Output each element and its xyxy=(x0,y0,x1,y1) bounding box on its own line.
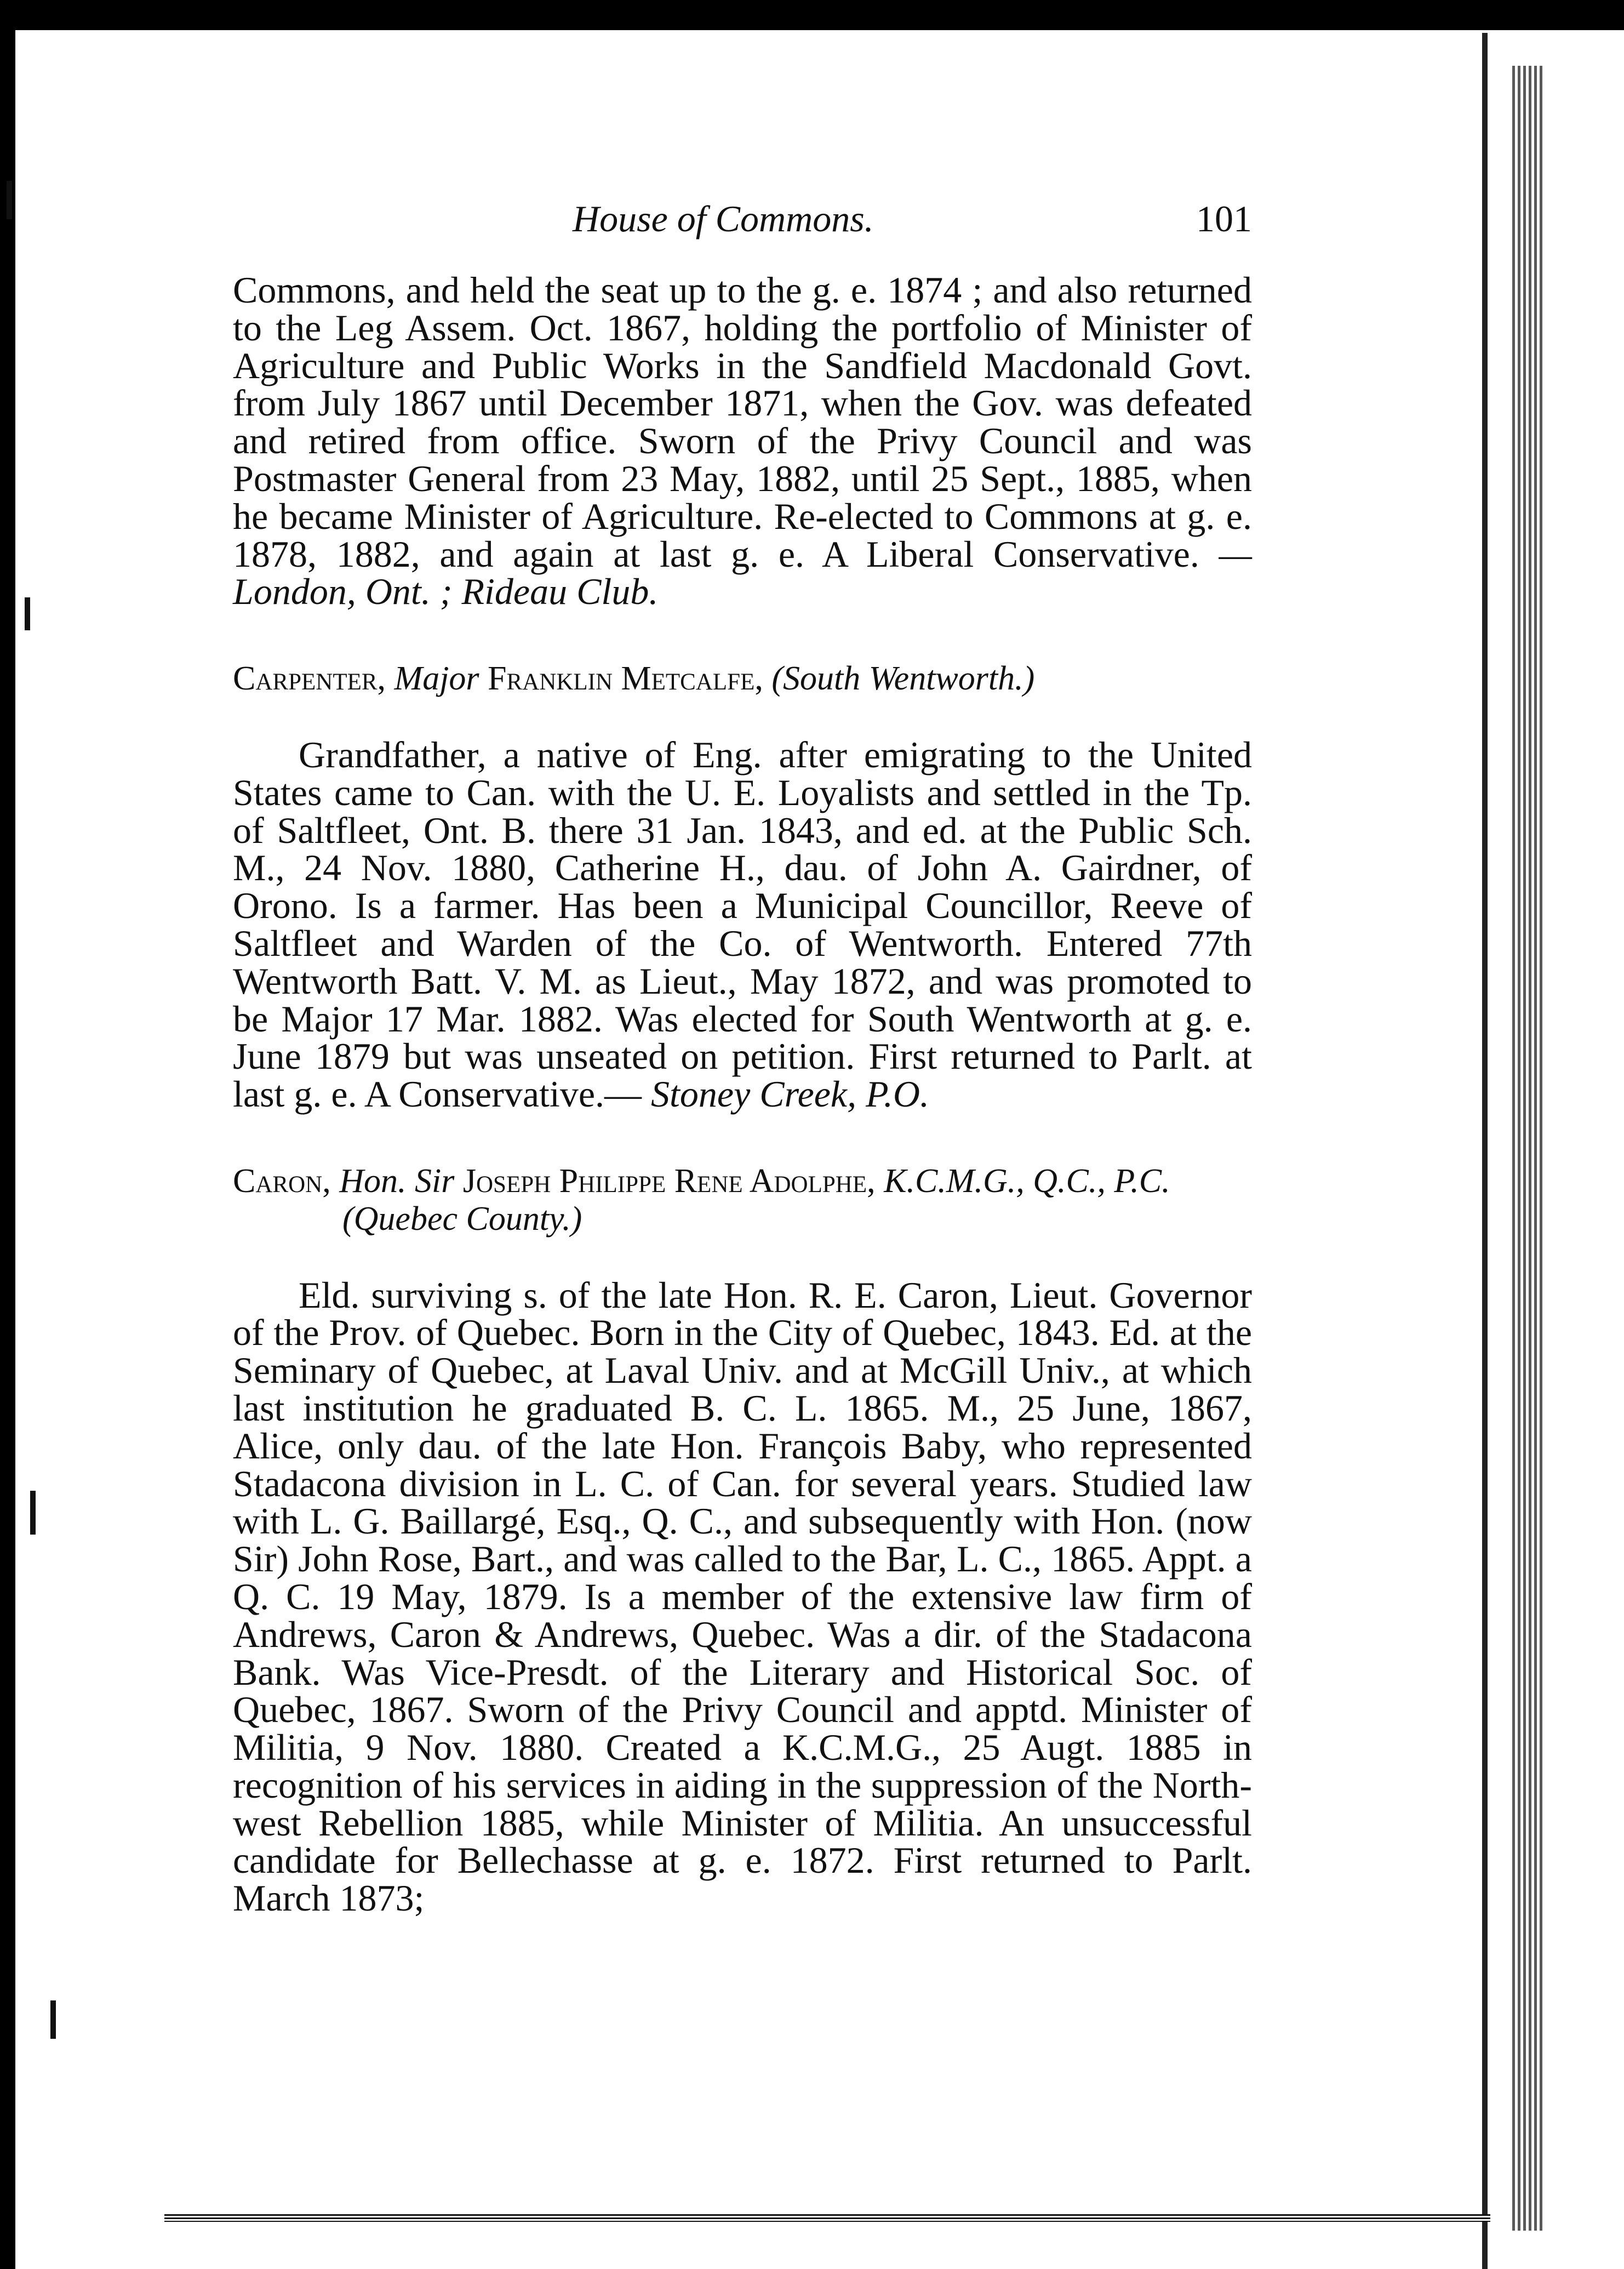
entry-surname: Caron, xyxy=(233,1162,331,1200)
scan-edge-top xyxy=(0,0,1624,30)
scan-page-edges xyxy=(1512,66,1542,2231)
scan-edge-bottom xyxy=(164,2214,1490,2222)
entry-constituency: (South Wentworth.) xyxy=(771,660,1035,698)
entry-given-names: Joseph Philippe Rene Adolphe, xyxy=(462,1162,876,1200)
running-head-title: House of Commons. xyxy=(573,198,874,240)
page-number: 101 xyxy=(1196,198,1252,240)
continuation-text: Commons, and held the seat up to the g. e. 1874 ; and also returned to the Leg Assem. Oct. 1867, holding the portfolio of Minister of Agriculture and Public Works in the Sandfield Macdonald Govt. from July 1867 until December 1871, when the Gov. was defeated and retired from office. Sworn of the Privy Council and was Postmaster General from 23 May, 1882, until 25 Sept., 1885, when he became Minister of Agriculture. Re-elected to Commons at g. e. 1878, 1882, and again at last g. e. A Liberal Conservative. xyxy=(233,269,1252,575)
continuation-address: —London, Ont. ; Rideau Club. xyxy=(233,533,1252,613)
entry-heading-caron xyxy=(233,1162,1252,1238)
entry-text: Grandfather, a native of Eng. after emigrating to the United States came to Can. with the U. E. Loyalists and settled in the Tp. of Saltfleet, Ont. B. there 31 Jan. 1843, and ed. at the Public Sch. M., 24 Nov. 1880, Catherine H., dau. of John A. Gairdner, of Orono. Is a farmer. Has been a Municipal Councillor, Reeve of Saltfleet and Warden of the Co. of Wentworth. Entered 77th Wentworth Batt. V. M. as Lieut., May 1872, and was promoted to be Major 17 Mar. 1882. Was elected for South Wentworth at g. e. June 1879 but was unseated on petition. First returned to Parlt. at last g. e. A Conservative.— xyxy=(233,733,1252,1115)
continuation-paragraph xyxy=(233,271,1252,611)
entry-heading-carpenter xyxy=(233,660,1252,698)
entry-address: Stoney Creek, P.O. xyxy=(651,1073,929,1115)
entry-given-names: Franklin Metcalfe, xyxy=(488,660,763,698)
entry-paragraph-caron xyxy=(233,1276,1252,1918)
entry-constituency: (Quebec County.) xyxy=(342,1200,582,1238)
scan-edge-right xyxy=(1482,33,1624,2269)
page-body xyxy=(233,271,1252,1917)
scan-edge-left xyxy=(0,0,15,2269)
entry-honours: K.C.M.G., Q.C., P.C. xyxy=(884,1162,1170,1200)
entry-paragraph-carpenter xyxy=(233,733,1252,1115)
margin-mark xyxy=(7,181,12,219)
running-head xyxy=(233,197,1252,263)
entry-title: Hon. Sir xyxy=(339,1162,455,1200)
margin-mark xyxy=(50,2000,56,2039)
entry-title: Major xyxy=(394,660,479,698)
entry-surname: Carpenter, xyxy=(233,660,386,698)
entry-text: Eld. surviving s. of the late Hon. R. E. Caron, Lieut. Governor of the Prov. of Quebec. Born in the City of Quebec, 1843. Ed. at the Seminary of Quebec, at Laval Univ. and at McGill Univ., at which last institution he graduated B. C. L. 1865. M., 25 June, 1867, Alice, only dau. of the late Hon. François Baby, who represented Stadacona division in L. C. of Can. for several years. Studied law with L. G. Baillargé, Esq., Q. C., and subsequently with Hon. (now Sir) John Rose, Bart., and was called to the Bar, L. C., 1865. Appt. a Q. C. 19 May, 1879. Is a member of the extensive law firm of Andrews, Caron & Andrews, Quebec. Was a dir. of the Stadacona Bank. Was Vice-Presdt. of the Literary and Historical Soc. of Quebec, 1867. Sworn of the Privy Council and apptd. Minister of Militia, 9 Nov. 1880. Created a K.C.M.G., 25 Augt. 1885 in recognition of his services in aiding in the suppression of the North-west Rebellion 1885, while Minister of Militia. An unsuccessful candidate for Bellechasse at g. e. 1872. First returned to Parlt. March 1873; xyxy=(233,1274,1252,1919)
margin-mark xyxy=(30,1491,36,1535)
margin-mark xyxy=(25,597,30,630)
